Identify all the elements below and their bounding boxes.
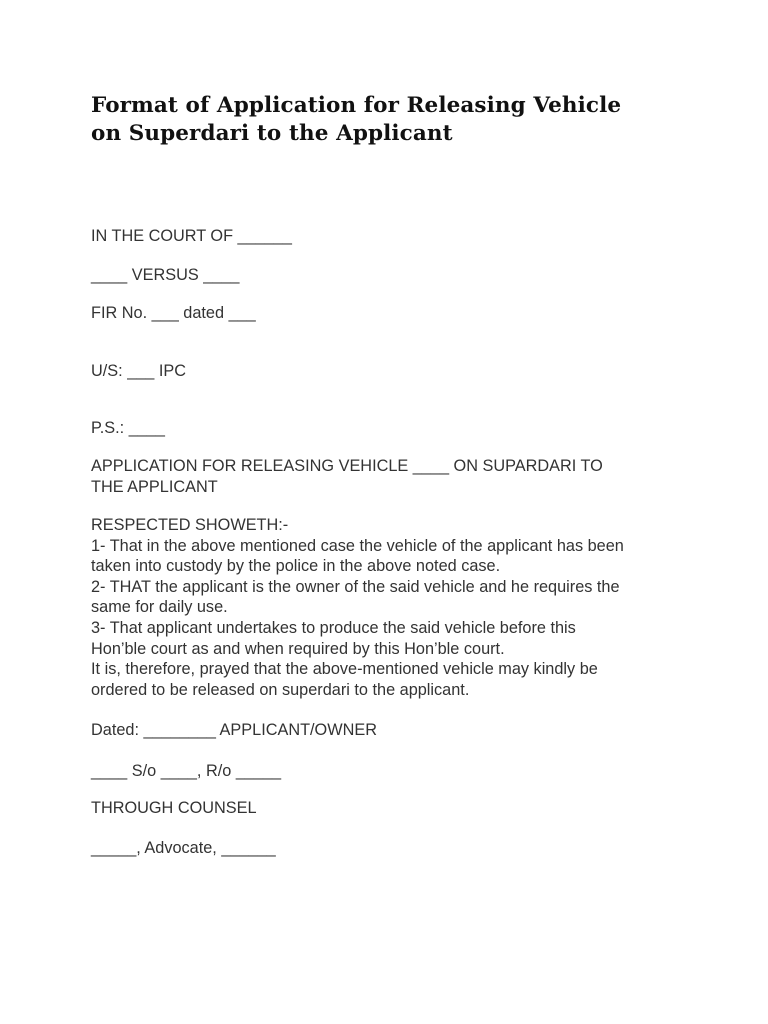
application-heading (91, 456, 603, 497)
body-line: 1- That in the above mentioned case the vehicle of the applicant has been (91, 536, 624, 555)
ps-line: P.S.: ____ (91, 419, 165, 437)
body-line: ordered to be released on superdari to the applicant. (91, 680, 470, 699)
body-line: It is, therefore, prayed that the above-mentioned vehicle may kindly be (91, 660, 598, 679)
versus-line: ____ VERSUS ____ (91, 266, 240, 284)
body-line: taken into custody by the police in the above noted case. (91, 557, 501, 576)
court-line: IN THE COURT OF ______ (91, 227, 292, 245)
dated-line: Dated: ________ APPLICANT/OWNER (91, 721, 377, 739)
document-title (91, 92, 621, 148)
heading-line: THE APPLICANT (91, 477, 218, 496)
body-line: 3- That applicant undertakes to produce the said vehicle before this (91, 618, 576, 637)
title-line: Format of Application for Releasing Vehicle (91, 93, 622, 118)
body-text (91, 515, 624, 700)
us-line: U/S: ___ IPC (91, 362, 187, 380)
title-line: on Superdari to the Applicant (91, 121, 453, 146)
body-line: Hon’ble court as and when required by this Hon’ble court. (91, 639, 505, 658)
advocate-line: _____, Advocate, ______ (91, 839, 276, 857)
through-counsel: THROUGH COUNSEL (91, 799, 257, 817)
body-line: same for daily use. (91, 598, 228, 617)
fir-line: FIR No. ___ dated ___ (91, 304, 256, 322)
heading-line: APPLICATION FOR RELEASING VEHICLE ____ ON SUPARDARI TO (91, 457, 603, 475)
body-line: RESPECTED SHOWETH:- (91, 516, 289, 534)
so-line: ____ S/o ____, R/o _____ (91, 762, 282, 780)
body-line: 2- THAT the applicant is the owner of the said vehicle and he requires the (91, 577, 620, 596)
